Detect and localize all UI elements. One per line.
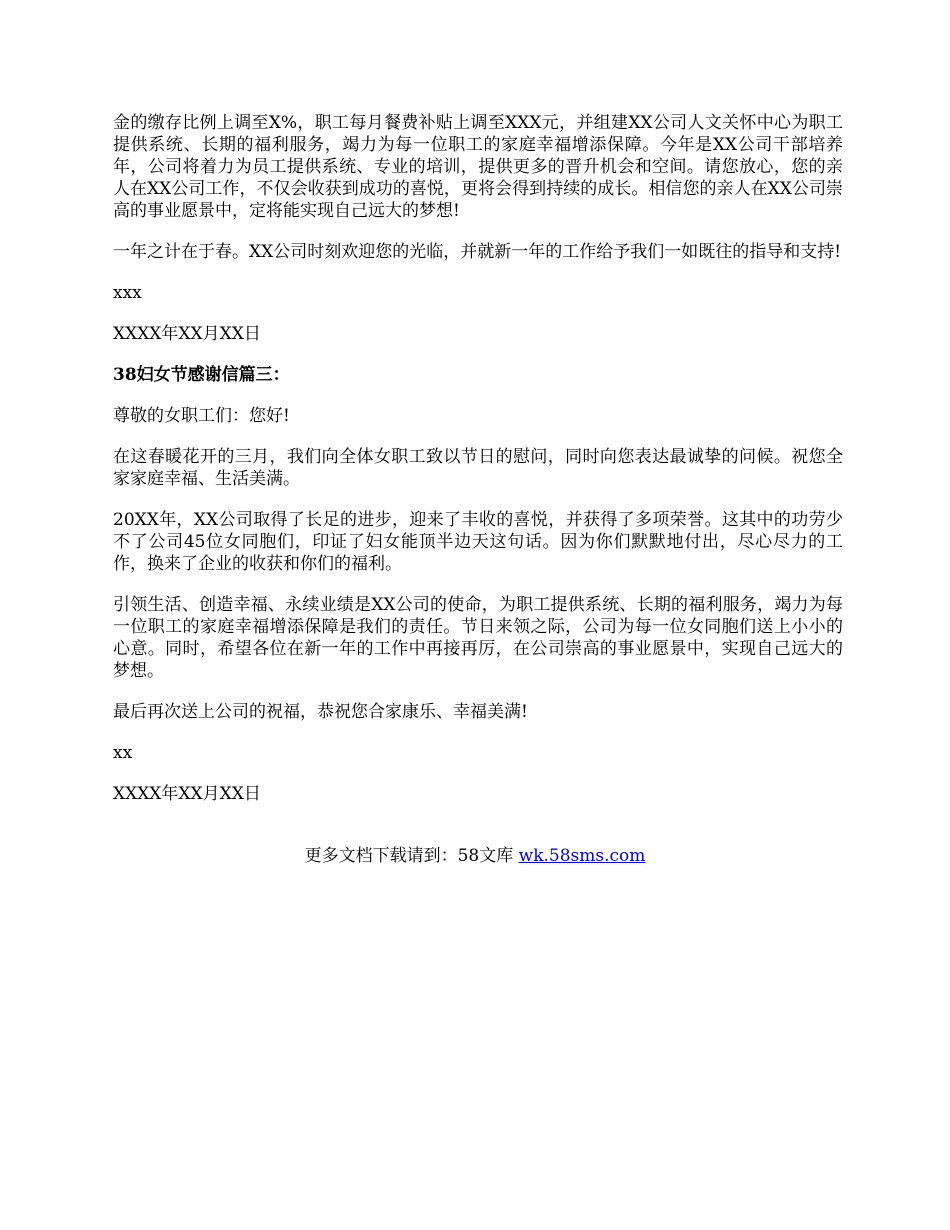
paragraph-mission: 引领生活、创造幸福、永续业绩是XX公司的使命，为职工提供系统、长期的福利服务，竭力为每一位职工的家庭幸福增添保障是我们的责任。节日来领之际，公司为每一位女同胞们送上小小的心意。同时，希望各位在新一年的工作中再接再厉，在公司崇高的事业愿景中，实现自己远大的梦想。 (113, 595, 843, 681)
greeting: 尊敬的女职工们：您好! (113, 406, 290, 426)
paragraph-closing-wishes: 最后再次送上公司的祝福，恭祝您合家康乐、幸福美满! (113, 702, 528, 722)
signature-date-2: XXXX年XX月XX日 (113, 784, 261, 804)
signature-name: xxx (113, 283, 142, 303)
download-footer (0, 845, 950, 867)
footer-link[interactable]: wk.58sms.com (518, 846, 646, 866)
paragraph-march-greeting: 在这春暖花开的三月，我们向全体女职工致以节日的慰问，同时向您表达最诚挚的问候。祝您全家家庭幸福、生活美满。 (113, 447, 843, 489)
paragraph-benefits: 金的缴存比例上调至X%，职工每月餐费补贴上调至XXX元，并组建XX公司人文关怀中心为职工提供系统、长期的福利服务，竭力为每一位职工的家庭幸福增添保障。今年是XX公司干部培养年，公司将着力为员工提供系统、专业的培训，提供更多的晋升机会和空间。请您放心，您的亲人在XX公司工作，不仅会收获到成功的喜悦，更将会得到持续的成长。相信您的亲人在XX公司崇高的事业愿景中，定将能实现自己远大的梦想! (113, 113, 843, 221)
footer-text: 更多文档下载请到：58文库 (304, 846, 519, 866)
signature-date: XXXX年XX月XX日 (113, 324, 261, 344)
paragraph-achievements: 20XX年，XX公司取得了长足的进步，迎来了丰收的喜悦，并获得了多项荣誉。这其中的功劳少不了公司45位女同胞们，印证了妇女能顶半边天这句话。因为你们默默地付出，尽心尽力的工作，换来了企业的收获和你们的福利。 (113, 510, 843, 574)
signature-name-2: xx (113, 743, 133, 763)
document-body (113, 112, 843, 824)
paragraph-spring-welcome: 一年之计在于春。XX公司时刻欢迎您的光临，并就新一年的工作给予我们一如既往的指导和支持! (113, 242, 842, 262)
section-heading: 38妇女节感谢信篇三： (113, 365, 290, 385)
